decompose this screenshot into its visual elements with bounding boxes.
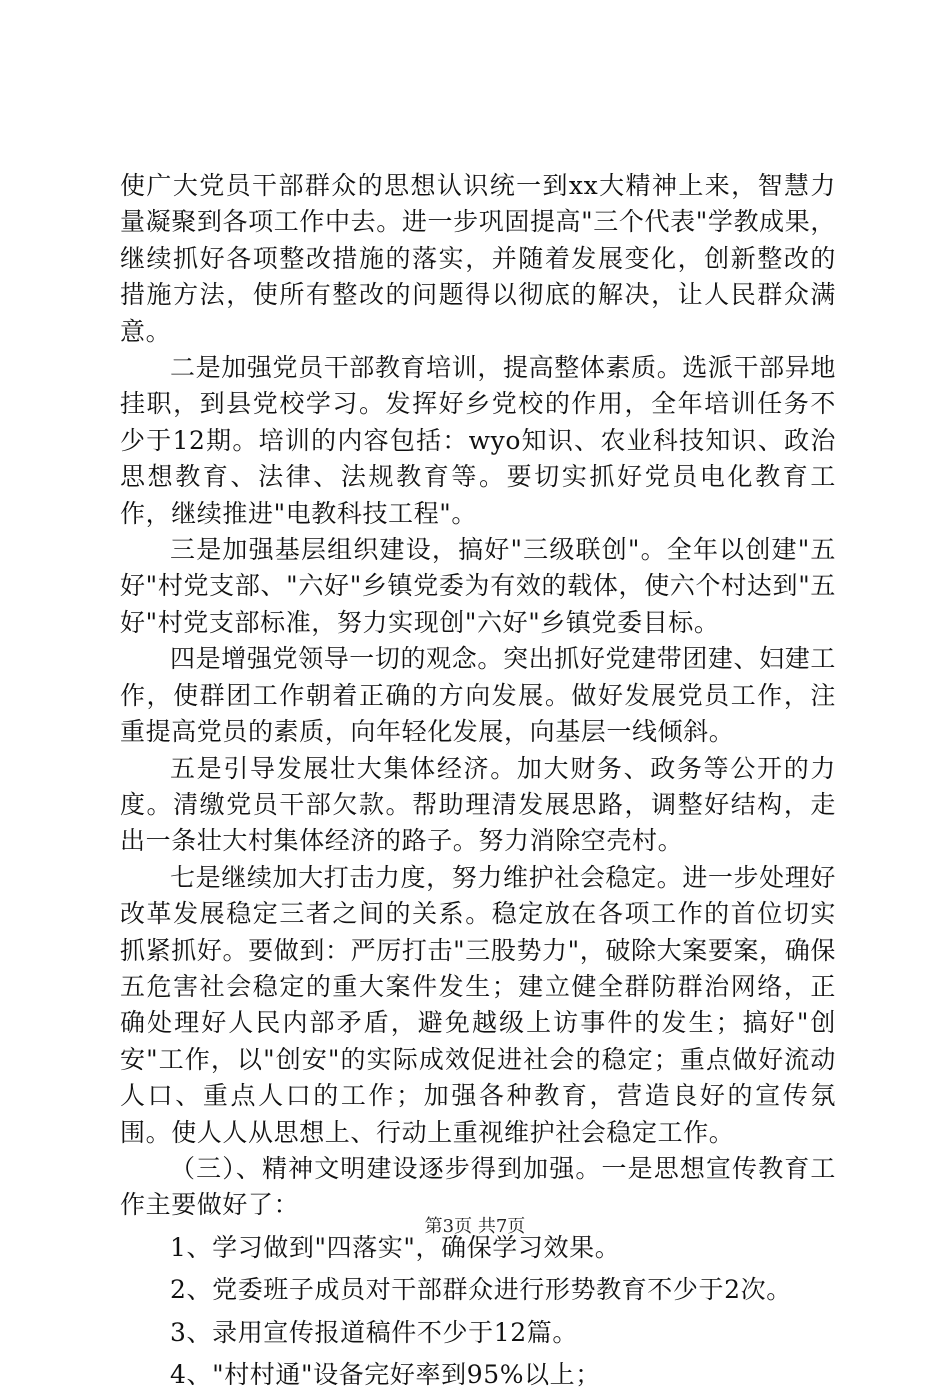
list-item: 1、学习做到"四落实"，确保学习效果。 [170, 1232, 621, 1262]
paragraph-item-seven: 七是继续加大打击力度，努力维护社会稳定。进一步处理好改革发展稳定三者之间的关系。稳定放在各项工作的首位切实抓紧抓好。要做到：严厉打击"三股势力"，破除大案要案，确保五危害社会稳定的重大案件发生；建立健全群防群治网络，正确处理好人民内部矛盾，避免越级上访事件的发生；搞好"创安"工作，以"创安"的实际成效促进社会的稳定；重点做好流动人口、重点人口的工作；加强各种教育，营造良好的宣传氛围。使人人从思想上、行动上重视维护社会稳定工作。 [120, 862, 836, 1147]
paragraph-continuation: 使广大党员干部群众的思想认识统一到xx大精神上来，智慧力量凝聚到各项工作中去。进一步巩固提高"三个代表"学教成果，继续抓好各项整改措施的落实，并随着发展变化，创新整改的措施方法，使所有整改的问题得以彻底的解决，让人民群众满意。 [120, 171, 836, 346]
paragraph-item-four: 四是增强党领导一切的观念。突出抓好党建带团建、妇建工作，使群团工作朝着正确的方向发展。做好发展党员工作，注重提高党员的素质，向年轻化发展，向基层一线倾斜。 [120, 644, 836, 747]
paragraph-item-three: 三是加强基层组织建设，搞好"三级联创"。全年以创建"五好"村党支部、"六好"乡镇党委为有效的载体，使六个村达到"五好"村党支部标准，努力实现创"六好"乡镇党委目标。 [120, 535, 836, 637]
document-body [120, 168, 836, 1393]
list-item: 3、录用宣传报道稿件不少于12篇。 [170, 1317, 578, 1347]
page-number-footer: 第3页 共7页 [424, 1216, 526, 1237]
paragraph-item-two: 二是加强党员干部教育培训，提高整体素质。选派干部异地挂职，到县党校学习。发挥好乡党校的作用，全年培训任务不少于12期。培训的内容包括：wyo知识、农业科技知识、政治思想教育、法律、法规教育等。要切实抓好党员电化教育工作，继续推进"电教科技工程"。 [120, 353, 836, 528]
section-heading-three: （三）、精神文明建设逐步得到加强。一是思想宣传教育工作主要做好了： [120, 1153, 836, 1220]
list-item: 2、党委班子成员对干部群众进行形势教育不少于2次。 [170, 1275, 792, 1305]
list-item: 4、"村村通"设备完好率到95%以上； [170, 1360, 601, 1389]
paragraph-item-five: 五是引导发展壮大集体经济。加大财务、政务等公开的力度。清缴党员干部欠款。帮助理清发展思路，调整好结构，走出一条壮大村集体经济的路子。努力消除空壳村。 [120, 753, 836, 856]
